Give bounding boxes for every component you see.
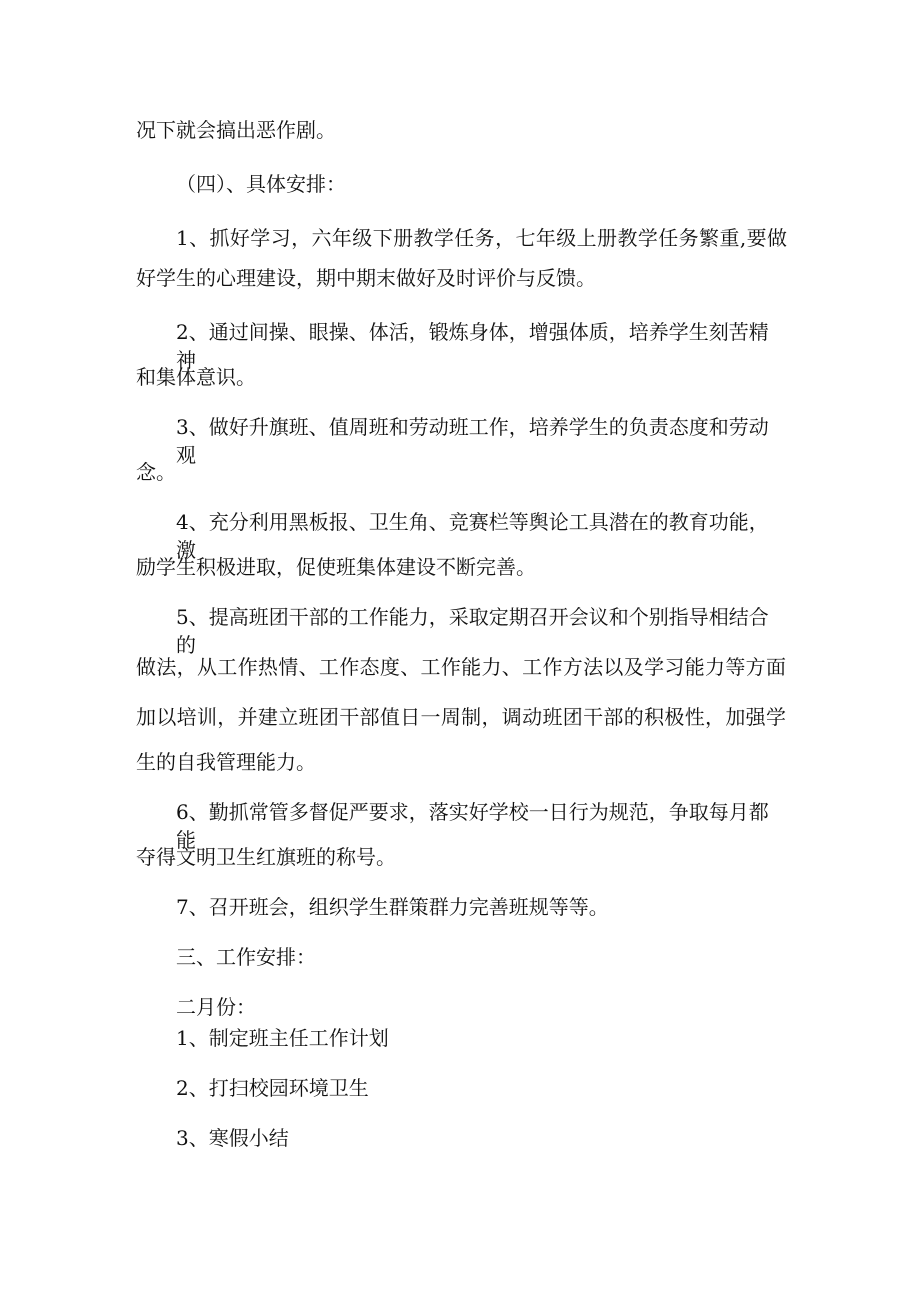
paragraph-line: 加以培训，并建立班团干部值日一周制，调动班团干部的积极性，加强学 bbox=[136, 705, 786, 729]
paragraph-line: 2、通过间操、眼操、体活，锻炼身体，增强体质，培养学生刻苦精神 bbox=[176, 320, 769, 372]
section-heading: 三、工作安排： bbox=[176, 945, 316, 969]
section-heading: （四）、具体安排： bbox=[176, 172, 346, 196]
paragraph-line: 况下就会搞出恶作剧。 bbox=[136, 118, 336, 142]
paragraph-line: 励学生积极进取，促使班集体建设不断完善。 bbox=[136, 555, 536, 579]
paragraph-line: 6、勤抓常管多督促严要求，落实好学校一日行为规范，争取每月都能 bbox=[176, 800, 769, 852]
paragraph-line: 5、提高班团干部的工作能力，采取定期召开会议和个别指导相结合的 bbox=[176, 605, 769, 657]
paragraph-line: 好学生的心理建设，期中期末做好及时评价与反馈。 bbox=[136, 266, 596, 290]
paragraph-line: 3、做好升旗班、值周班和劳动班工作，培养学生的负责态度和劳动观 bbox=[176, 415, 769, 467]
paragraph-line: 4、充分利用黑板报、卫生角、竞赛栏等舆论工具潜在的教育功能，激 bbox=[176, 510, 769, 562]
list-item: 2、打扫校园环境卫生 bbox=[176, 1076, 369, 1100]
paragraph-line: 1、抓好学习，六年级下册教学任务，七年级上册教学任务繁重,要做 bbox=[176, 226, 787, 250]
month-heading: 二月份： bbox=[176, 995, 256, 1019]
list-item: 1、制定班主任工作计划 bbox=[176, 1026, 389, 1050]
paragraph-line: 做法，从工作热情、工作态度、工作能力、工作方法以及学习能力等方面 bbox=[136, 655, 786, 679]
paragraph-line: 生的自我管理能力。 bbox=[136, 750, 316, 774]
paragraph-line: 夺得文明卫生红旗班的称号。 bbox=[136, 845, 396, 869]
paragraph-line: 7、召开班会，组织学生群策群力完善班规等等。 bbox=[176, 895, 609, 919]
paragraph-line: 念。 bbox=[136, 460, 176, 484]
list-item: 3、寒假小结 bbox=[176, 1126, 289, 1150]
paragraph-line: 和集体意识。 bbox=[136, 365, 256, 389]
